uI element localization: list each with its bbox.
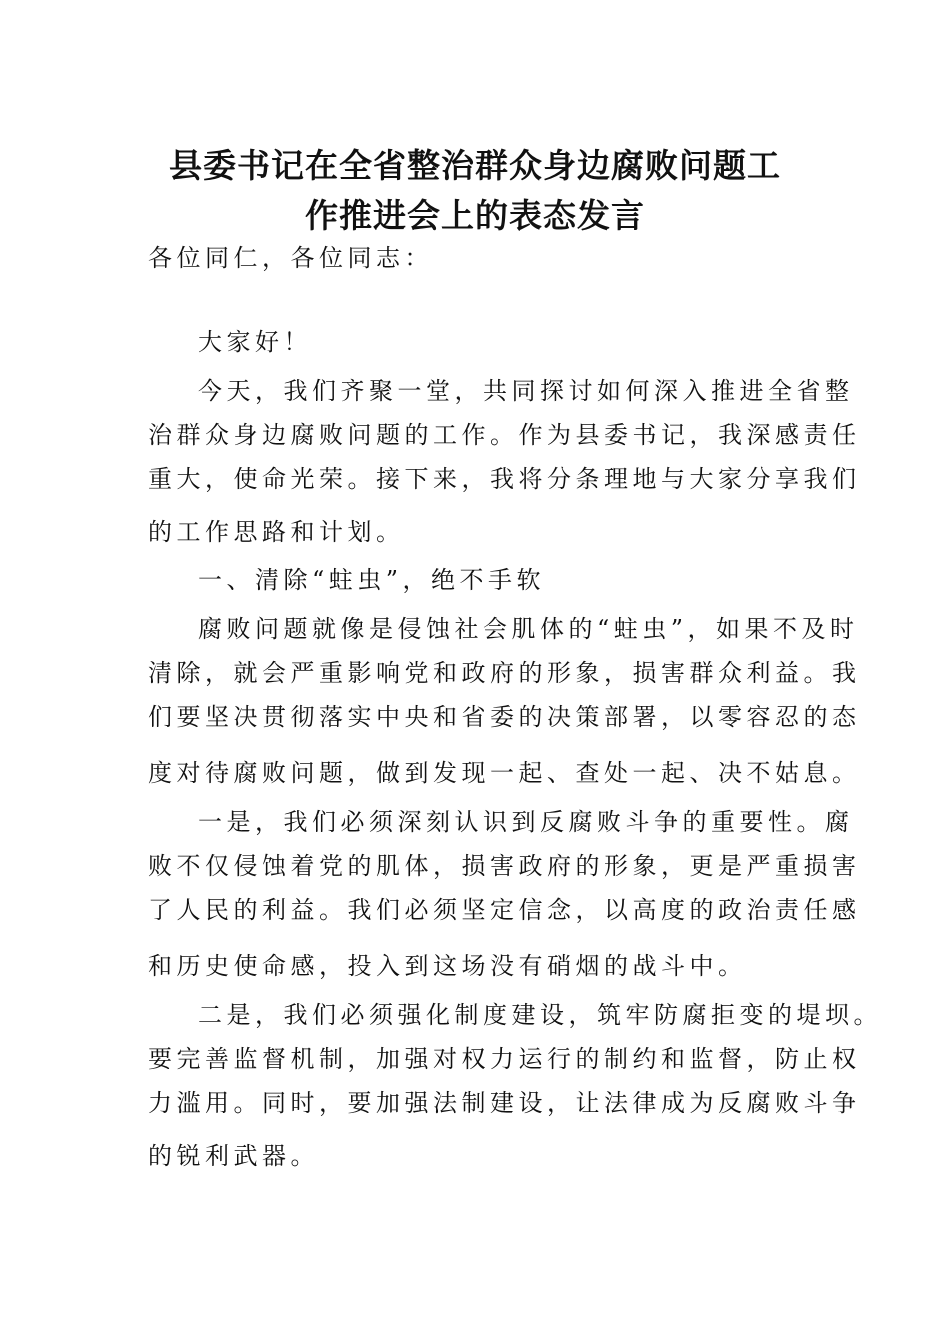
body-text-line: 一、清除“蛀虫”，绝不手软 xyxy=(198,566,546,594)
body-text-line: 要完善监督机制，加强对权力运行的制约和监督，防止权 xyxy=(148,1045,861,1073)
body-text-line: 二是，我们必须强化制度建设，筑牢防腐拒变的堤坝。 xyxy=(198,1001,882,1029)
body-text-line: 力滥用。同时，要加强法制建设，让法律成为反腐败斗争 xyxy=(148,1089,861,1117)
body-text-line: 的工作思路和计划。 xyxy=(148,518,405,546)
body-text-line: 的锐利武器。 xyxy=(148,1142,319,1170)
document-title-line-1: 县委书记在全省整治群众身边腐败问题工 xyxy=(169,146,781,185)
body-text-line: 今天，我们齐聚一堂，共同探讨如何深入推进全省整 xyxy=(198,377,854,405)
body-text-line: 治群众身边腐败问题的工作。作为县委书记，我深感责任 xyxy=(148,421,861,449)
body-text-line: 和历史使命感，投入到这场没有硝烟的战斗中。 xyxy=(148,952,747,980)
body-text-line: 大家好！ xyxy=(198,328,312,356)
document-title-line-2: 作推进会上的表态发言 xyxy=(305,196,645,235)
body-text-line: 清除，就会严重影响党和政府的形象，损害群众利益。我 xyxy=(148,659,861,687)
body-text-line: 重大，使命光荣。接下来，我将分条理地与大家分享我们 xyxy=(148,465,861,493)
body-text-line: 了人民的利益。我们必须坚定信念，以高度的政治责任感 xyxy=(148,896,861,924)
body-text-line: 们要坚决贯彻落实中央和省委的决策部署，以零容忍的态 xyxy=(148,703,861,731)
body-text-line: 一是，我们必须深刻认识到反腐败斗争的重要性。腐 xyxy=(198,808,854,836)
body-text-line: 腐败问题就像是侵蚀社会肌体的“蛀虫”，如果不及时 xyxy=(198,615,859,643)
body-text-line: 败不仅侵蚀着党的肌体，损害政府的形象，更是严重损害 xyxy=(148,852,861,880)
body-text-line: 各位同仁，各位同志： xyxy=(148,244,433,272)
body-text-line: 度对待腐败问题，做到发现一起、查处一起、决不姑息。 xyxy=(148,759,861,787)
